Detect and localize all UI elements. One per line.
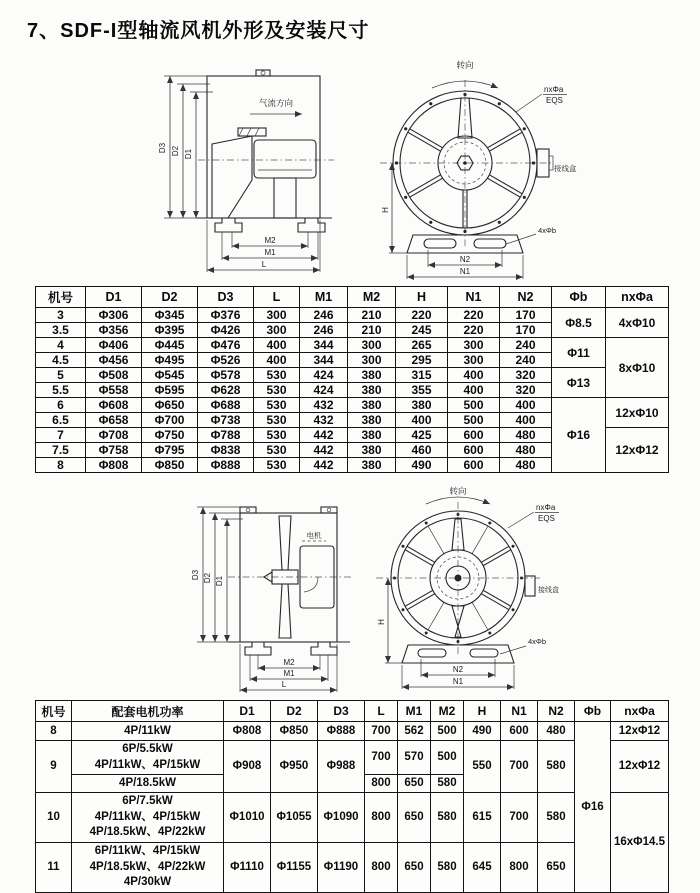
- cell: Φ850: [271, 722, 318, 741]
- cell: Φ395: [142, 323, 198, 338]
- motor-label: 电机: [306, 531, 322, 540]
- cell: Φ356: [86, 323, 142, 338]
- cell: 380: [348, 413, 396, 428]
- impeller-blade: [279, 516, 291, 570]
- cell: 344: [300, 338, 348, 353]
- cell: Φ13: [552, 368, 606, 398]
- col-header: M1: [398, 701, 431, 722]
- cell: 380: [348, 368, 396, 383]
- cell: 320: [500, 383, 552, 398]
- cell: 300: [254, 323, 300, 338]
- col-header: L: [365, 701, 398, 722]
- table-row: [36, 741, 669, 775]
- motor-body: [254, 140, 316, 178]
- cell: 5.5: [36, 383, 86, 398]
- drawing-set-1: [0, 48, 700, 286]
- dim-label-l: L: [281, 680, 287, 689]
- cell: 530: [254, 413, 300, 428]
- cell: [72, 793, 224, 843]
- cell: 650: [398, 775, 431, 793]
- cell: 800: [365, 775, 398, 793]
- cell: 4.5: [36, 353, 86, 368]
- power-line: 6P/7.5kW: [122, 795, 173, 808]
- cell: 530: [254, 398, 300, 413]
- cell: 300: [348, 353, 396, 368]
- dim-label-n1: N1: [452, 677, 464, 686]
- cell: Φ888: [318, 722, 365, 741]
- cell: 12xΦ12: [611, 741, 669, 793]
- cell: Φ456: [86, 353, 142, 368]
- side-view-flanged-fan: [158, 70, 334, 272]
- table-row: [36, 338, 669, 353]
- cell: Φ688: [198, 398, 254, 413]
- cell: Φ950: [271, 741, 318, 793]
- dim-label-m1: M1: [264, 248, 276, 257]
- inlet-cone: [212, 136, 252, 218]
- cell: Φ476: [198, 338, 254, 353]
- base-holes-label: 4xΦb: [538, 226, 557, 235]
- power-line: 4P/11kW、4P/15kW: [94, 758, 201, 771]
- cell: 220: [448, 323, 500, 338]
- cell: 12xΦ12: [611, 722, 669, 741]
- bolt-circle-label: nxΦa: [544, 85, 564, 94]
- cell: 442: [300, 458, 348, 473]
- cell: Φ608: [86, 398, 142, 413]
- cell: Φ508: [86, 368, 142, 383]
- cell: Φ700: [142, 413, 198, 428]
- cell: Φ16: [575, 722, 611, 893]
- power-line: 4P/18.5kW、4P/22kW: [89, 826, 206, 839]
- rotation-label: 转向: [449, 486, 467, 496]
- cell: 600: [448, 443, 500, 458]
- col-header: nxΦa: [611, 701, 669, 722]
- bolt-circle-label: nxΦa: [536, 503, 556, 512]
- cell: 530: [254, 458, 300, 473]
- fan-housing: [240, 513, 337, 642]
- col-header: D2: [142, 287, 198, 308]
- cell: 424: [300, 383, 348, 398]
- cell: 245: [396, 323, 448, 338]
- cell: 240: [500, 338, 552, 353]
- cell: 800: [365, 843, 398, 893]
- col-header: L: [254, 287, 300, 308]
- rotation-label: 转向: [456, 60, 474, 70]
- table-row: [36, 398, 669, 413]
- cell: Φ795: [142, 443, 198, 458]
- table-row: [36, 308, 669, 323]
- col-header: 机号: [36, 701, 72, 722]
- cell: 580: [431, 843, 464, 893]
- cell: 300: [448, 353, 500, 368]
- cell: Φ1110: [224, 843, 271, 893]
- cell: 400: [254, 338, 300, 353]
- cell: Φ578: [198, 368, 254, 383]
- cell: Φ838: [198, 443, 254, 458]
- side-view-direct-fan: [191, 507, 352, 692]
- cell: Φ1190: [318, 843, 365, 893]
- cell: 300: [254, 308, 300, 323]
- cell: 4P/18.5kW: [72, 775, 224, 793]
- cell: 12xΦ12: [606, 428, 669, 473]
- cell: [72, 843, 224, 893]
- cell: 600: [448, 428, 500, 443]
- table-row: [36, 793, 669, 843]
- cell: 6: [36, 398, 86, 413]
- cell: 8: [36, 458, 86, 473]
- cell: 4xΦ10: [606, 308, 669, 338]
- col-header: 机号: [36, 287, 86, 308]
- cell: 550: [464, 741, 501, 793]
- cell: Φ658: [86, 413, 142, 428]
- drawing-set-2: [0, 482, 700, 700]
- col-header: Φb: [575, 701, 611, 722]
- col-header: N2: [538, 701, 575, 722]
- col-header: D3: [318, 701, 365, 722]
- base-holes-label: 4xΦb: [528, 637, 547, 646]
- col-header: D1: [224, 701, 271, 722]
- dim-label-m2: M2: [283, 658, 295, 667]
- front-view-direct-fan: [376, 486, 559, 689]
- junction-box: [525, 576, 535, 596]
- power-line: 6P/11kW、4P/15kW: [94, 845, 201, 858]
- col-header: N2: [500, 287, 552, 308]
- cell: Φ1090: [318, 793, 365, 843]
- front-view-flanged-fan: [380, 60, 577, 279]
- col-header: D2: [271, 701, 318, 722]
- cell: 424: [300, 368, 348, 383]
- cell: 7.5: [36, 443, 86, 458]
- col-header: N1: [448, 287, 500, 308]
- cell: Φ406: [86, 338, 142, 353]
- cell: 12xΦ10: [606, 398, 669, 428]
- cell: 4: [36, 338, 86, 353]
- cell: 800: [501, 843, 538, 893]
- dim-label-d1: D1: [215, 575, 224, 587]
- cell: 5: [36, 368, 86, 383]
- cell: 442: [300, 428, 348, 443]
- cell: 8: [36, 722, 72, 741]
- cell: Φ445: [142, 338, 198, 353]
- cell: 480: [500, 443, 552, 458]
- table-row: [36, 368, 669, 383]
- cell: Φ758: [86, 443, 142, 458]
- cell: 320: [500, 368, 552, 383]
- col-header: H: [396, 287, 448, 308]
- dim-label-d2: D2: [203, 572, 212, 584]
- cell: 400: [448, 383, 500, 398]
- cell: Φ545: [142, 368, 198, 383]
- cell: 3.5: [36, 323, 86, 338]
- col-header: H: [464, 701, 501, 722]
- col-header: nxΦa: [606, 287, 669, 308]
- cell: 580: [538, 741, 575, 793]
- cell: Φ788: [198, 428, 254, 443]
- cell: 170: [500, 308, 552, 323]
- mounting-foot: [215, 218, 242, 232]
- cell: 650: [398, 793, 431, 843]
- cell: Φ888: [198, 458, 254, 473]
- cell: 3: [36, 308, 86, 323]
- dim-label-n1: N1: [459, 267, 471, 276]
- cell: 210: [348, 323, 396, 338]
- col-header: 配套电机功率: [72, 701, 224, 722]
- col-header: Φb: [552, 287, 606, 308]
- col-header: N1: [501, 701, 538, 722]
- dim-label-n2: N2: [452, 665, 464, 674]
- dimension-table-1: [35, 286, 669, 473]
- cell: Φ808: [86, 458, 142, 473]
- cell: Φ908: [224, 741, 271, 793]
- cell: 480: [500, 458, 552, 473]
- cell: Φ808: [224, 722, 271, 741]
- cell: 380: [348, 383, 396, 398]
- cell: 500: [448, 398, 500, 413]
- dim-label-h: H: [381, 207, 390, 213]
- cell: 580: [431, 775, 464, 793]
- cell: 380: [348, 443, 396, 458]
- cell: 246: [300, 323, 348, 338]
- cell: 600: [448, 458, 500, 473]
- cell: Φ558: [86, 383, 142, 398]
- impeller-blade: [458, 98, 472, 138]
- cell: 210: [348, 308, 396, 323]
- cell: 480: [538, 722, 575, 741]
- dimension-table-2: [35, 700, 669, 893]
- cell: 380: [396, 398, 448, 413]
- cell: 490: [464, 722, 501, 741]
- cell: Φ306: [86, 308, 142, 323]
- col-header: D3: [198, 287, 254, 308]
- cell: Φ16: [552, 398, 606, 473]
- cell: 645: [464, 843, 501, 893]
- cell: 700: [365, 722, 398, 741]
- header-row: [36, 287, 669, 308]
- cell: 580: [431, 793, 464, 843]
- junction-box-label: 接线盒: [554, 164, 577, 173]
- col-header: D1: [86, 287, 142, 308]
- dim-label-n2: N2: [459, 255, 471, 264]
- cell: 562: [398, 722, 431, 741]
- dim-label-l: L: [261, 260, 267, 269]
- cell: 220: [396, 308, 448, 323]
- power-line: 6P/5.5kW: [122, 742, 173, 755]
- cell: 400: [500, 398, 552, 413]
- cell: 11: [36, 843, 72, 893]
- dim-label-d3: D3: [191, 569, 200, 581]
- cell: Φ1010: [224, 793, 271, 843]
- cell: 315: [396, 368, 448, 383]
- dim-label-d2: D2: [171, 145, 180, 157]
- cell: 380: [348, 458, 396, 473]
- cell: 650: [398, 843, 431, 893]
- cell: 6.5: [36, 413, 86, 428]
- cell: 344: [300, 353, 348, 368]
- dim-label-d1: D1: [184, 148, 193, 160]
- cell: 170: [500, 323, 552, 338]
- header-row: [36, 701, 669, 722]
- cell: Φ1155: [271, 843, 318, 893]
- cell: 530: [254, 428, 300, 443]
- junction-box-label: 接线盒: [538, 587, 559, 594]
- cell: 500: [431, 741, 464, 775]
- cell: 460: [396, 443, 448, 458]
- cell: Φ708: [86, 428, 142, 443]
- cell: 500: [431, 722, 464, 741]
- cell: 4P/11kW: [72, 722, 224, 741]
- cell: 8xΦ10: [606, 338, 669, 398]
- mounting-foot: [245, 642, 271, 655]
- cell: 442: [300, 443, 348, 458]
- cell: Φ650: [142, 398, 198, 413]
- cell: 425: [396, 428, 448, 443]
- cell: 300: [348, 338, 396, 353]
- cell: 246: [300, 308, 348, 323]
- cell: 490: [396, 458, 448, 473]
- cell: 432: [300, 413, 348, 428]
- cell: 265: [396, 338, 448, 353]
- dim-label-d3: D3: [158, 142, 167, 154]
- col-header: M2: [431, 701, 464, 722]
- cell: 700: [501, 793, 538, 843]
- power-line: 4P/11kW、4P/15kW: [94, 810, 201, 823]
- cell: Φ988: [318, 741, 365, 793]
- cell: 530: [254, 368, 300, 383]
- airflow-label: 气流方向: [258, 98, 294, 108]
- cell: 615: [464, 793, 501, 843]
- mounting-foot: [311, 642, 337, 655]
- cell: Φ376: [198, 308, 254, 323]
- col-header: M1: [300, 287, 348, 308]
- cell: Φ8.5: [552, 308, 606, 338]
- power-line: 4P/18.5kW、4P/22kW: [89, 860, 206, 873]
- cell: 570: [398, 741, 431, 775]
- eqs-label: EQS: [538, 514, 555, 523]
- dim-label-m2: M2: [264, 236, 276, 245]
- cell: Φ628: [198, 383, 254, 398]
- col-header: M2: [348, 287, 396, 308]
- power-line: 4P/30kW: [123, 876, 172, 889]
- cell: 9: [36, 741, 72, 793]
- page-title: 7、SDF-I型轴流风机外形及安装尺寸: [27, 20, 370, 42]
- cell: 650: [538, 843, 575, 893]
- cell: 380: [348, 428, 396, 443]
- cell: Φ426: [198, 323, 254, 338]
- dim-label-m1: M1: [283, 669, 295, 678]
- cell: [72, 741, 224, 775]
- cell: 220: [448, 308, 500, 323]
- cell: 800: [365, 793, 398, 843]
- cell: 600: [501, 722, 538, 741]
- cell: 240: [500, 353, 552, 368]
- table-row: [36, 843, 669, 893]
- cell: 400: [396, 413, 448, 428]
- cell: Φ1055: [271, 793, 318, 843]
- cell: 530: [254, 443, 300, 458]
- cell: 400: [500, 413, 552, 428]
- cell: Φ11: [552, 338, 606, 368]
- cell: 500: [448, 413, 500, 428]
- cell: Φ526: [198, 353, 254, 368]
- cell: 400: [448, 368, 500, 383]
- cell: Φ495: [142, 353, 198, 368]
- cell: 7: [36, 428, 86, 443]
- cell: Φ750: [142, 428, 198, 443]
- cell: 530: [254, 383, 300, 398]
- cell: Φ345: [142, 308, 198, 323]
- cell: 295: [396, 353, 448, 368]
- cell: 480: [500, 428, 552, 443]
- cell: 400: [254, 353, 300, 368]
- cell: 355: [396, 383, 448, 398]
- impeller-blade: [279, 584, 291, 638]
- cell: 432: [300, 398, 348, 413]
- cell: 580: [538, 793, 575, 843]
- cell: 10: [36, 793, 72, 843]
- cell: 700: [501, 741, 538, 793]
- mounting-foot: [298, 218, 325, 232]
- table-row: [36, 722, 669, 741]
- cell: Φ850: [142, 458, 198, 473]
- cell: 380: [348, 398, 396, 413]
- eqs-label: EQS: [546, 96, 563, 105]
- cell: 16xΦ14.5: [611, 793, 669, 893]
- cell: 300: [448, 338, 500, 353]
- cell: 700: [365, 741, 398, 775]
- cell: Φ595: [142, 383, 198, 398]
- dim-label-h: H: [377, 619, 386, 625]
- cell: Φ738: [198, 413, 254, 428]
